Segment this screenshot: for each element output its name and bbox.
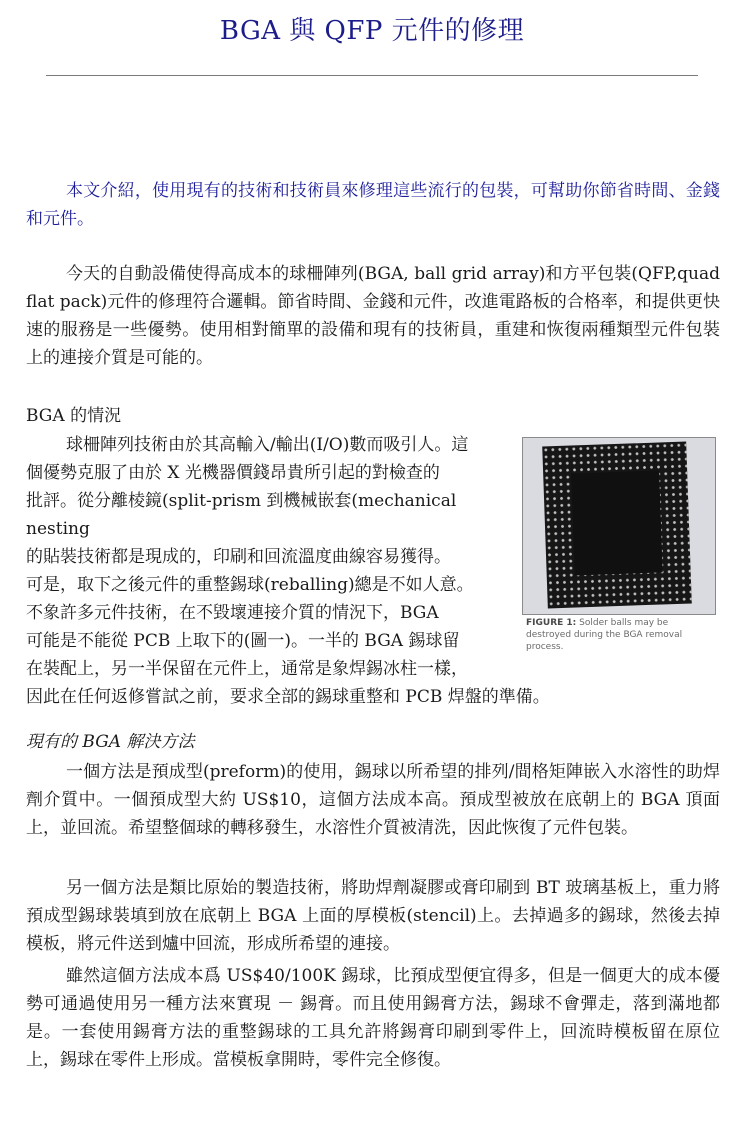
page-title: BGA 與 QFP 元件的修理 (219, 16, 525, 46)
section-heading-bga: BGA 的情況 (26, 406, 122, 426)
section1-line: 在裝配上，另一半保留在元件上，通常是象焊錫冰柱一樣， (26, 659, 468, 679)
paragraph-solution-2: 另一個方法是類比原始的製造技術，將助焊劑凝膠或膏印刷到 BT 玻璃基板上，重力將預成型錫球裝填到放在底朝上 BGA 上面的厚模板(stencil)上。去掉過多的錫球，然後去掉模板，將元件送到爐中回流，形成所希望的連接。 (26, 878, 720, 954)
figure-caption-text: Solder balls may be destroyed during the BGA removal process. (526, 618, 683, 652)
paragraph-solution-1: 一個方法是預成型(preform)的使用，錫球以所希望的排列/間格矩陣嵌入水溶性的助焊劑介質中。一個預成型大約 US$10，這個方法成本高。預成型被放在底朝上的 BGA 頂面上，並回流。希望整個球的轉移發生，水溶性介質被清洗，因此恢復了元件包裝。 (26, 762, 720, 838)
section1-line: 可能是不能從 PCB 上取下的(圖一)。一半的 BGA 錫球留 (26, 631, 460, 651)
figure-caption-label: FIGURE 1: (526, 618, 577, 628)
section1-line: 的貼裝技術都是現成的，印刷和回流溫度曲線容易獲得。 (26, 547, 451, 567)
section-heading-solutions: 現有的 BGA 解決方法 (26, 732, 195, 752)
bga-chip-image (542, 442, 692, 609)
paragraph-solution-3: 雖然這個方法成本爲 US$40/100K 錫球，比預成型便宜得多，但是一個更大的成本優勢可通過使用另一種方法來實現 － 錫膏。而且使用錫膏方法，錫球不會彈走，落到滿地都是。一套使用錫膏方法的重整錫球的工具允許將錫膏印刷到零件上，回流時模板留在原位上，錫球在零件上形成。當模板拿開時，零件完全修復。 (26, 966, 720, 1070)
intro-paragraph: 本文介紹，使用現有的技術和技術員來修理這些流行的包裝，可幫助你節省時間、金錢和元件。 (26, 181, 720, 229)
section1-line-last: 因此在任何返修嘗試之前，要求全部的錫球重整和 PCB 焊盤的準備。 (26, 687, 550, 707)
section1-line: 個優勢克服了由於 X 光機器價錢昂貴所引起的對檢查的 (26, 463, 440, 483)
bga-chip-core (571, 470, 663, 575)
section1-line: 球柵陣列技術由於其高輸入/輸出(I/O)數而吸引人。這 (66, 435, 469, 455)
paragraph-1: 今天的自動設備使得高成本的球柵陣列(BGA, ball grid array)和方平包裝(QFP,quad flat pack)元件的修理符合邏輯。節省時間、金錢和元件，改進電路板的合格率，和提供更快速的服務是一些優勢。使用相對簡單的設備和現有的技術員，重建和恢復兩種類型元件包裝上的連接介質是可能的。 (26, 264, 720, 368)
figure-caption (526, 617, 716, 653)
figure-bga-chip (522, 437, 716, 615)
section1-line: 不象許多元件技術，在不毀壞連接介質的情況下，BGA (26, 603, 439, 623)
section1-line: 可是，取下之後元件的重整錫球(reballing)總是不如人意。 (26, 575, 474, 595)
title-divider (46, 75, 698, 76)
section1-line: 批評。從分離棱鏡(split-prism 到機械嵌套(mechanical nesting (26, 491, 457, 539)
